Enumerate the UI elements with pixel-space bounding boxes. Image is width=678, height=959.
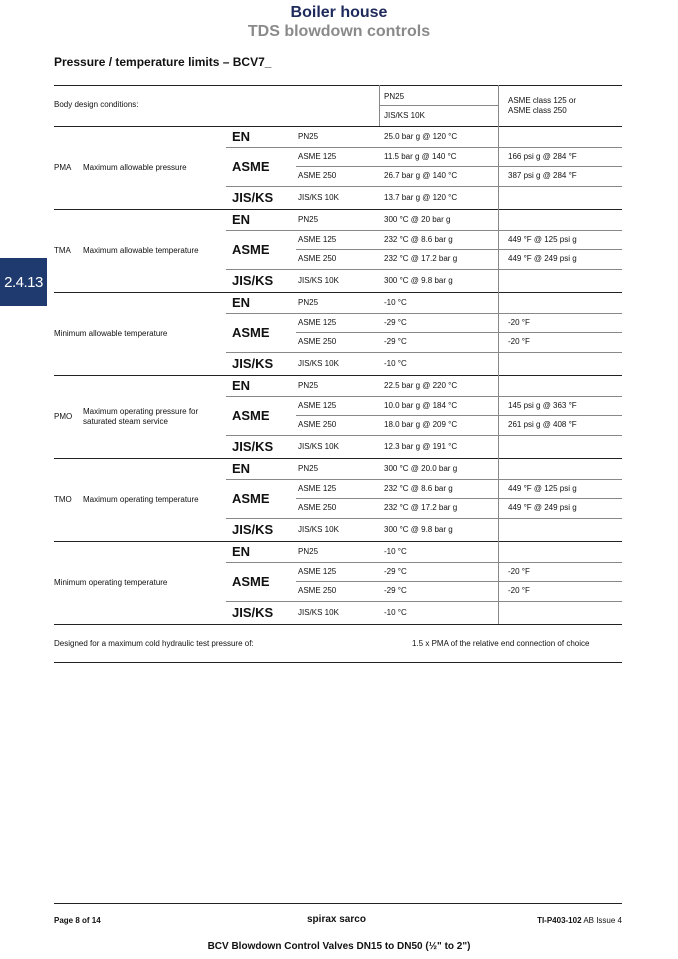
row-rule — [226, 269, 622, 270]
section-tab: 2.4.13 — [0, 258, 47, 306]
std-en: EN — [232, 212, 251, 227]
sub-standard: PN25 — [298, 132, 319, 141]
footer-rule — [54, 903, 622, 904]
row-rule — [226, 186, 622, 187]
group-label: Maximum operating temperature — [83, 495, 199, 504]
metric-value: 12.3 bar g @ 191 °C — [384, 442, 458, 451]
row-rule — [226, 479, 622, 480]
group-rule — [54, 292, 622, 293]
hydraulic-value: 1.5 x PMA of the relative end connection of choice — [412, 639, 590, 648]
metric-value: 18.0 bar g @ 209 °C — [384, 420, 458, 429]
group-label: Minimum allowable temperature — [54, 329, 168, 338]
body-design-label: Body design conditions: — [54, 100, 139, 109]
metric-value: -10 °C — [384, 298, 407, 307]
metric-value: -29 °C — [384, 586, 407, 595]
metric-value: 232 °C @ 17.2 bar g — [384, 254, 458, 263]
sub-standard: JIS/KS 10K — [298, 359, 339, 368]
imperial-value-125: 166 psi g @ 284 °F — [508, 152, 577, 161]
page-subtitle: TDS blowdown controls — [247, 23, 431, 40]
std-jis: JIS/KS — [232, 439, 274, 454]
metric-value: 300 °C @ 20.0 bar g — [384, 464, 458, 473]
col-header-pn25: PN25 — [384, 92, 405, 101]
std-asme: ASME — [232, 325, 270, 340]
group-label: Minimum operating temperature — [54, 578, 168, 587]
metric-value: 22.5 bar g @ 220 °C — [384, 381, 458, 390]
sub-standard: JIS/KS 10K — [298, 276, 339, 285]
sub-standard: ASME 250 — [298, 586, 337, 595]
sub-standard: ASME 250 — [298, 337, 337, 346]
row-rule — [296, 332, 622, 333]
metric-value: -10 °C — [384, 359, 407, 368]
metric-value: 11.5 bar g @ 140 °C — [384, 152, 457, 161]
group-label-line1: Maximum operating pressure for — [83, 407, 199, 416]
group-abbr: PMA — [54, 163, 72, 172]
sub-standard: ASME 125 — [298, 567, 337, 576]
hydraulic-label: Designed for a maximum cold hydraulic test pressure of: — [54, 639, 254, 648]
sub-standard: ASME 250 — [298, 503, 337, 512]
imperial-value-125: 449 °F @ 125 psi g — [508, 484, 577, 493]
std-jis: JIS/KS — [232, 522, 274, 537]
row-rule — [296, 415, 622, 416]
imperial-value-250: -20 °F — [508, 586, 530, 595]
col-header-asme-line1: ASME class 125 or — [508, 96, 577, 105]
std-jis: JIS/KS — [232, 273, 274, 288]
imperial-value-250: -20 °F — [508, 337, 530, 346]
sub-standard: PN25 — [298, 547, 319, 556]
document-title: BCV Blowdown Control Valves DN15 to DN50 (½" to 2") — [207, 941, 471, 952]
std-en: EN — [232, 295, 251, 310]
std-en: EN — [232, 378, 251, 393]
std-jis: JIS/KS — [232, 605, 274, 620]
metric-value: -29 °C — [384, 337, 407, 346]
metric-value: 232 °C @ 17.2 bar g — [384, 503, 458, 512]
header-divider — [379, 85, 380, 126]
group-rule — [54, 624, 622, 625]
metric-value: -29 °C — [384, 567, 407, 576]
row-rule — [226, 230, 622, 231]
sub-standard: ASME 250 — [298, 420, 337, 429]
sub-standard: PN25 — [298, 381, 319, 390]
std-en: EN — [232, 544, 251, 559]
page-number: Page 8 of 14 — [54, 916, 101, 925]
sub-standard: ASME 250 — [298, 254, 337, 263]
metric-value: 10.0 bar g @ 184 °C — [384, 401, 458, 410]
sub-standard: ASME 125 — [298, 318, 337, 327]
imperial-value-250: 449 °F @ 249 psi g — [508, 254, 577, 263]
row-rule — [226, 147, 622, 148]
header-split-rule — [379, 105, 498, 106]
table-top-rule — [54, 85, 622, 86]
document-ref-code: TI-P403-102 — [537, 916, 582, 925]
row-rule — [226, 518, 622, 519]
metric-value: 26.7 bar g @ 140 °C — [384, 171, 458, 180]
section-title: Pressure / temperature limits – BCV7_ — [54, 55, 272, 69]
group-label: Maximum allowable temperature — [83, 246, 199, 255]
metric-value: 300 °C @ 9.8 bar g — [384, 525, 453, 534]
imperial-value-125: 449 °F @ 125 psi g — [508, 235, 577, 244]
document-reference — [537, 916, 622, 925]
imperial-value-250: 261 psi g @ 408 °F — [508, 420, 577, 429]
std-asme: ASME — [232, 408, 270, 423]
sub-standard: JIS/KS 10K — [298, 608, 339, 617]
row-rule — [296, 166, 622, 167]
row-rule — [226, 435, 622, 436]
sub-standard: PN25 — [298, 298, 319, 307]
sub-standard: ASME 125 — [298, 235, 337, 244]
group-rule — [54, 375, 622, 376]
table-bottom-rule — [54, 662, 622, 663]
table-header-rule — [54, 126, 622, 127]
group-label-line2: saturated steam service — [83, 417, 168, 426]
group-rule — [54, 541, 622, 542]
sub-standard: PN25 — [298, 215, 319, 224]
row-rule — [296, 581, 622, 582]
imperial-value-250: 387 psi g @ 284 °F — [508, 171, 577, 180]
group-abbr: PMO — [54, 412, 73, 421]
row-rule — [226, 562, 622, 563]
std-asme: ASME — [232, 242, 270, 257]
sub-standard: ASME 250 — [298, 171, 337, 180]
sub-standard: JIS/KS 10K — [298, 193, 339, 202]
metric-value: 232 °C @ 8.6 bar g — [384, 484, 453, 493]
sub-standard: ASME 125 — [298, 484, 337, 493]
col-header-asme-line2: ASME class 250 — [508, 106, 567, 115]
metric-value: 25.0 bar g @ 120 °C — [384, 132, 458, 141]
metric-value: 300 °C @ 20 bar g — [384, 215, 451, 224]
row-rule — [296, 498, 622, 499]
std-jis: JIS/KS — [232, 190, 274, 205]
sub-standard: JIS/KS 10K — [298, 525, 339, 534]
metric-value: 13.7 bar g @ 120 °C — [384, 193, 458, 202]
metric-value: -29 °C — [384, 318, 407, 327]
metric-value: -10 °C — [384, 547, 407, 556]
group-abbr: TMA — [54, 246, 71, 255]
metric-value: 232 °C @ 8.6 bar g — [384, 235, 453, 244]
sub-standard: PN25 — [298, 464, 319, 473]
group-rule — [54, 209, 622, 210]
std-en: EN — [232, 461, 251, 476]
imperial-value-125: 145 psi g @ 363 °F — [508, 401, 577, 410]
group-rule — [54, 458, 622, 459]
imperial-value-125: -20 °F — [508, 318, 530, 327]
col-header-jis: JIS/KS 10K — [384, 111, 425, 120]
spirax-sarco-logo: spirax sarco — [307, 914, 366, 925]
column-divider — [498, 85, 499, 624]
std-jis: JIS/KS — [232, 356, 274, 371]
group-abbr: TMO — [54, 495, 72, 504]
std-asme: ASME — [232, 491, 270, 506]
page-title: Boiler house — [290, 4, 388, 21]
metric-value: -10 °C — [384, 608, 407, 617]
row-rule — [226, 352, 622, 353]
sub-standard: ASME 125 — [298, 152, 337, 161]
imperial-value-125: -20 °F — [508, 567, 530, 576]
std-asme: ASME — [232, 574, 270, 589]
sub-standard: JIS/KS 10K — [298, 442, 339, 451]
row-rule — [226, 396, 622, 397]
group-label: Maximum allowable pressure — [83, 163, 187, 172]
document-ref-issue: AB Issue 4 — [581, 916, 622, 925]
metric-value: 300 °C @ 9.8 bar g — [384, 276, 453, 285]
std-asme: ASME — [232, 159, 270, 174]
imperial-value-250: 449 °F @ 249 psi g — [508, 503, 577, 512]
row-rule — [226, 313, 622, 314]
row-rule — [226, 601, 622, 602]
sub-standard: ASME 125 — [298, 401, 337, 410]
std-en: EN — [232, 129, 251, 144]
row-rule — [296, 249, 622, 250]
